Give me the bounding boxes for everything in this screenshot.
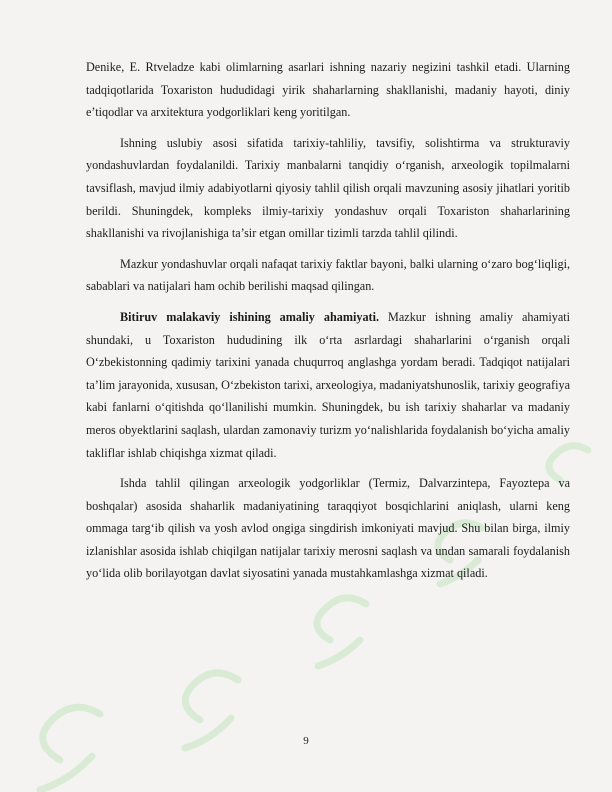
watermark-stroke — [318, 640, 360, 666]
paragraph-1 — [86, 56, 570, 124]
paragraph-text: Mazkur ishning amaliy ahamiyati shundaki, u Toxariston hududining ilk o‘rta asrlardagi shaharlarini o‘rganish orqali O‘zbekistonning qadimiy tarixini yanada chuqurroq anglashga yordam beradi. Tadqiqot natijalari ta’lim jarayonida, xususan, O‘zbekiston tarixi, arxeologiya, madaniyatshunoslik, tarixiy geografiya kabi fanlarni o‘qitishda qo‘llanilishi mumkin. Shuningdek, bu ish tarixiy shaharlar va madaniy meros obyektlarini saqlash, ulardan zamonaviy turizm yo‘nalishlarida foydalanish bo‘yicha amaliy takliflar ishlab chiqishga xizmat qiladi. — [86, 309, 570, 460]
paragraph-3 — [86, 253, 570, 298]
paragraph-text: Ishning uslubiy asosi sifatida tarixiy-tahliliy, tavsifiy, solishtirma va strukturaviy yondashuvlardan foydalanildi. Tarixiy manbalarni tanqidiy o‘rganish, arxeologik topilmalarni tavsiflash, mavjud ilmiy adabiyotlarni qiyosiy tahlil qilish orqali mavzuning asosiy jihatlari yoritib berildi. Shuningdek, kompleks ilmiy-tarixiy yondashuv orqali Toxariston shaharlarining shakllanishi va rivojlanishiga ta’sir etgan omillar tizimli tarzda tahlil qilindi. — [86, 135, 570, 241]
paragraph-4 — [86, 306, 570, 464]
paragraph-text: Mazkur yondashuvlar orqali nafaqat tarixiy faktlar bayoni, balki ularning o‘zaro bog‘liqligi, sabablari va natijalari ham ochib berilishi maqsad qilingan. — [86, 256, 570, 294]
paragraph-text: Denike, E. Rtveladze kabi olimlarning asarlari ishning nazariy negizini tashkil etadi. Ularning tadqiqotlarida Toxariston hududidagi yirik shaharlarning shakllanishi, madaniy hayoti, diniy e’tiqodlar va arxitektura yodgorliklari keng yoritilgan. — [86, 60, 570, 120]
watermark-stroke — [185, 673, 238, 720]
page-number: 9 — [303, 735, 309, 747]
paragraph-text: Ishda tahlil qilingan arxeologik yodgorliklar (Termiz, Dalvarzintepa, Fayoztepa va boshqalar) asosida shaharlik madaniyatining taraqqiyot bosqichlarini aniqlash, ularni keng ommaga targ‘ib qilish va yosh avlod ongiga singdirish imkoniyati mavjud. Shu bilan birga, ilmiy izlanishlar asosida ishlab chiqilgan natijalar tarixiy merosni saqlash va undan samarali foydalanish yo‘lida olib borilayotgan davlat siyosatini yanada mustahkamlashga xizmat qiladi. — [86, 476, 570, 581]
paragraph-5 — [86, 472, 570, 585]
paragraph-lead: Bitiruv malakaviy ishining amaliy ahamiyati. — [120, 309, 380, 324]
paragraph-2 — [86, 132, 570, 245]
watermark-stroke — [43, 707, 100, 760]
watermark-stroke — [317, 598, 366, 640]
watermark-stroke — [40, 756, 92, 790]
body-text — [86, 56, 570, 593]
